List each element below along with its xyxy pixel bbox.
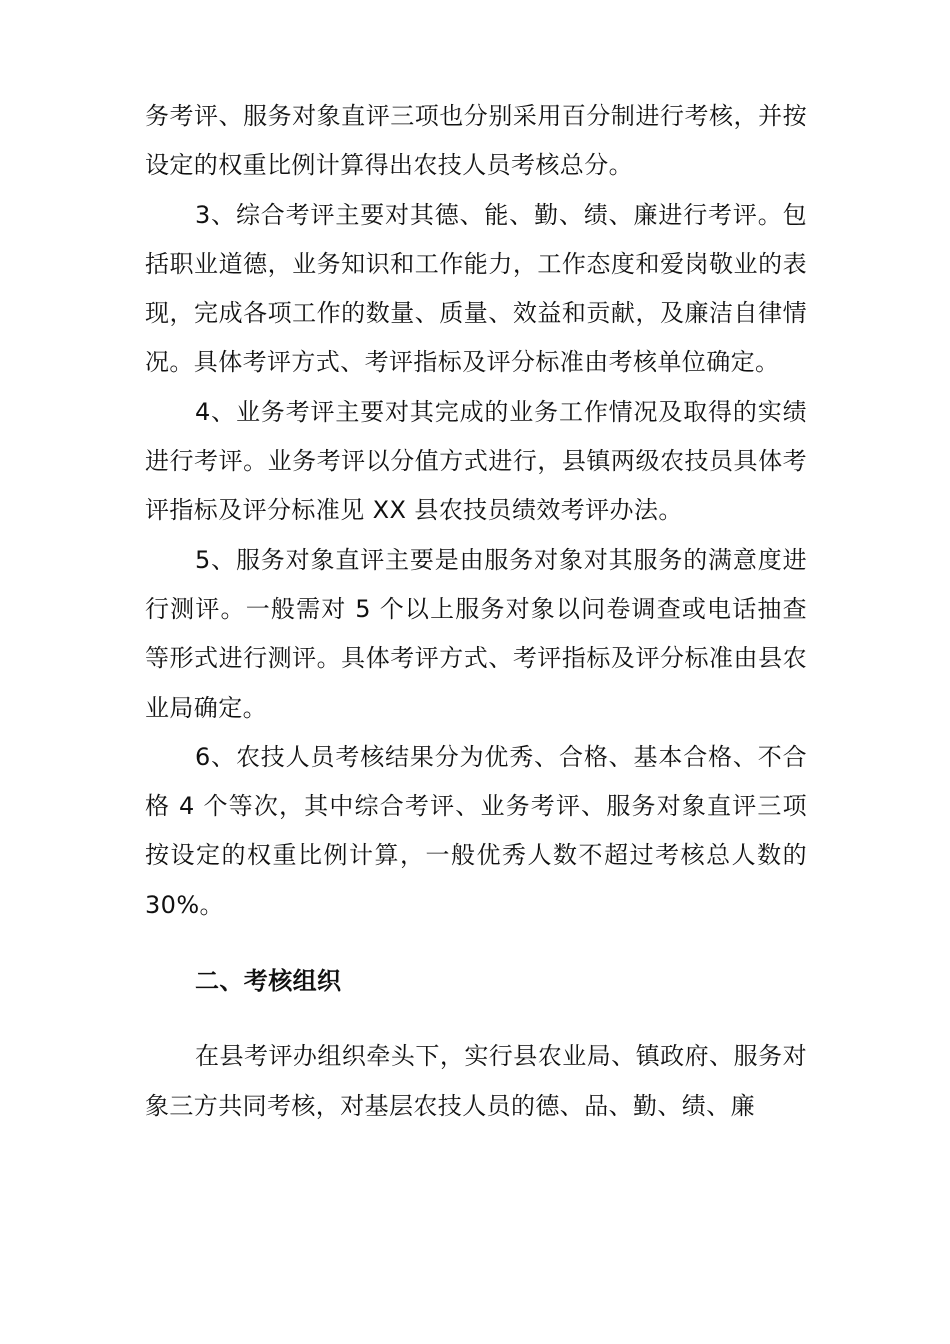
paragraph-item-4: 4、业务考评主要对其完成的业务工作情况及取得的实绩进行考评。业务考评以分值方式进行，县镇两级农技员具体考评指标及评分标准见 XX 县农技员绩效考评办法。: [145, 397, 807, 525]
paragraph-item-3: 3、综合考评主要对其德、能、勤、绩、廉进行考评。包括职业道德，业务知识和工作能力，工作态度和爱岗敬业的表现，完成各项工作的数量、质量、效益和贡献，及廉洁自律情况。具体考评方式、考评指标及评分标准由考核单位确定。: [145, 200, 807, 377]
document-body: [145, 92, 807, 1131]
paragraph-item-5: 5、服务对象直评主要是由服务对象对其服务的满意度进行测评。一般需对 5 个以上服务对象以问卷调查或电话抽查等形式进行测评。具体考评方式、考评指标及评分标准由县农业局确定。: [145, 545, 807, 722]
paragraph-continuation: 务考评、服务对象直评三项也分别采用百分制进行考核，并按设定的权重比例计算得出农技人员考核总分。: [145, 102, 807, 180]
paragraph-item-6: 6、农技人员考核结果分为优秀、合格、基本合格、不合格 4 个等次，其中综合考评、业务考评、服务对象直评三项按设定的权重比例计算，一般优秀人数不超过考核总人数的 30%。: [145, 742, 807, 919]
section-heading: 二、考核组织: [195, 967, 342, 996]
paragraph-organization: 在县考评办组织牵头下，实行县农业局、镇政府、服务对象三方共同考核，对基层农技人员的德、品、勤、绩、廉: [145, 1042, 807, 1120]
